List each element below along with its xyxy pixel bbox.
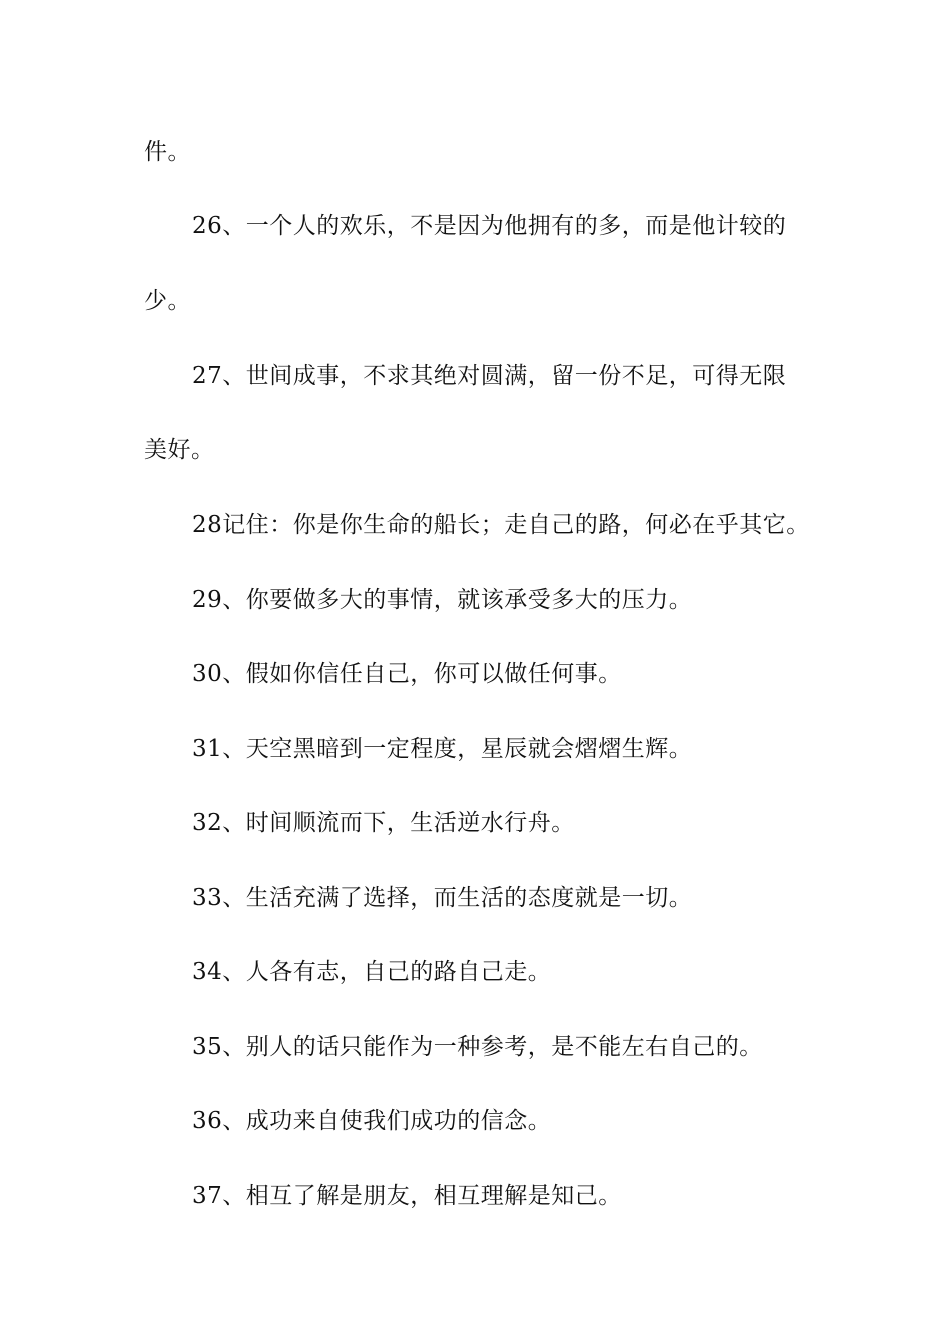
quote-26-line-1: 26、一个人的欢乐，不是因为他拥有的多，而是他计较的 [192,213,787,239]
quote-32: 32、时间顺流而下，生活逆水行舟。 [192,810,575,836]
quote-27-line-2: 美好。 [144,437,215,463]
quote-33: 33、生活充满了选择，而生活的态度就是一切。 [192,885,693,911]
quote-35: 35、别人的话只能作为一种参考，是不能左右自己的。 [192,1034,763,1060]
quote-36: 36、成功来自使我们成功的信念。 [192,1108,552,1134]
quote-30: 30、假如你信任自己，你可以做任何事。 [192,661,622,687]
quote-28: 28记住：你是你生命的船长；走自己的路，何必在乎其它。 [192,512,810,538]
quote-34: 34、人各有志，自己的路自己走。 [192,959,552,985]
quote-26-line-2: 少。 [144,288,191,314]
text-line-continuation: 件。 [144,139,191,165]
quote-27-line-1: 27、世间成事，不求其绝对圆满，留一份不足，可得无限 [192,363,787,389]
quote-29: 29、你要做多大的事情，就该承受多大的压力。 [192,587,693,613]
quote-37: 37、相互了解是朋友，相互理解是知己。 [192,1183,622,1209]
quote-31: 31、天空黑暗到一定程度，星辰就会熠熠生辉。 [192,736,693,762]
